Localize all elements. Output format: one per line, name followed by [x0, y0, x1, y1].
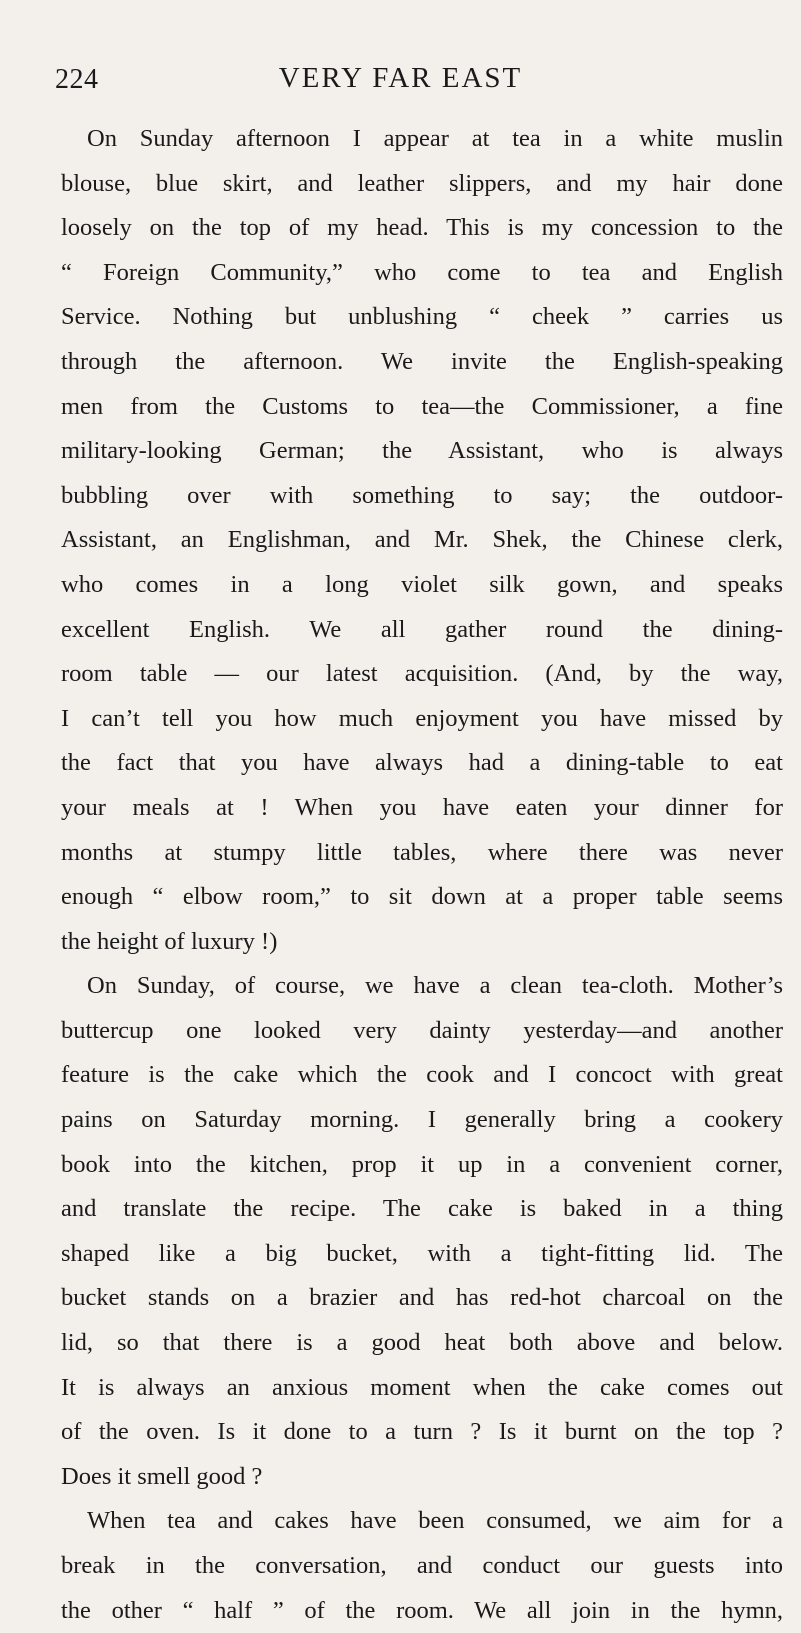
text-line: feature is the cake which the cook and I concoct with great — [61, 1061, 783, 1089]
text-line: months at stumpy little tables, where there was never — [61, 838, 783, 866]
text-line: who comes in a long violet silk gown, and speaks — [61, 570, 783, 598]
text-line: On Sunday, of course, we have a clean tea-cloth. Mother’s — [87, 972, 783, 1000]
text-line: Service. Nothing but unblushing “ cheek ” carries us — [61, 303, 783, 331]
text-line: Assistant, an Englishman, and Mr. Shek, the Chinese clerk, — [61, 526, 783, 554]
text-line: the fact that you have always had a dining-table to eat — [61, 749, 783, 777]
text-line: bubbling over with something to say; the outdoor- — [61, 481, 783, 509]
text-line: military-looking German; the Assistant, who is always — [61, 437, 783, 465]
text-line: shaped like a big bucket, with a tight-fitting lid. The — [61, 1239, 783, 1267]
text-line: blouse, blue skirt, and leather slippers, and my hair done — [61, 169, 783, 197]
text-line: through the afternoon. We invite the English-speaking — [61, 347, 783, 375]
text-line: loosely on the top of my head. This is my concession to the — [61, 214, 783, 242]
text-line: men from the Customs to tea—the Commissioner, a fine — [61, 392, 783, 420]
text-line: buttercup one looked very dainty yesterday—and another — [61, 1016, 783, 1044]
text-line: When tea and cakes have been consumed, we aim for a — [87, 1507, 783, 1535]
text-line: On Sunday afternoon I appear at tea in a white muslin — [87, 125, 783, 152]
text-line: break in the conversation, and conduct our guests into — [61, 1552, 783, 1579]
text-line: It is always an anxious moment when the cake comes out — [61, 1373, 783, 1401]
running-title: VERY FAR EAST — [278, 62, 523, 94]
text-line: the height of luxury !) — [61, 927, 278, 955]
text-line: your meals at ! When you have eaten your dinner for — [61, 793, 783, 821]
text-line: enough “ elbow room,” to sit down at a proper table seems — [61, 883, 783, 911]
body-text — [61, 117, 783, 1633]
text-line: book into the kitchen, prop it up in a convenient corner, — [61, 1150, 783, 1178]
text-line: pains on Saturday morning. I generally bring a cookery — [61, 1106, 783, 1134]
text-line: “ Foreign Community,” who come to tea and English — [61, 258, 783, 286]
text-line: and translate the recipe. The cake is baked in a thing — [61, 1195, 783, 1223]
text-line: bucket stands on a brazier and has red-hot charcoal on the — [61, 1284, 783, 1312]
text-line: lid, so that there is a good heat both above and below. — [61, 1329, 783, 1357]
text-line: of the oven. Is it done to a turn ? Is it burnt on the top ? — [61, 1418, 783, 1446]
text-line: room table — our latest acquisition. (And, by the way, — [61, 660, 783, 688]
page-number: 224 — [55, 64, 99, 95]
page-header — [0, 62, 801, 102]
text-line: I can’t tell you how much enjoyment you have missed by — [61, 704, 783, 732]
text-line: the other “ half ” of the room. We all join in the hymn, — [61, 1596, 783, 1624]
text-line: excellent English. We all gather round the dining- — [61, 615, 783, 643]
text-line: Does it smell good ? — [61, 1462, 263, 1490]
